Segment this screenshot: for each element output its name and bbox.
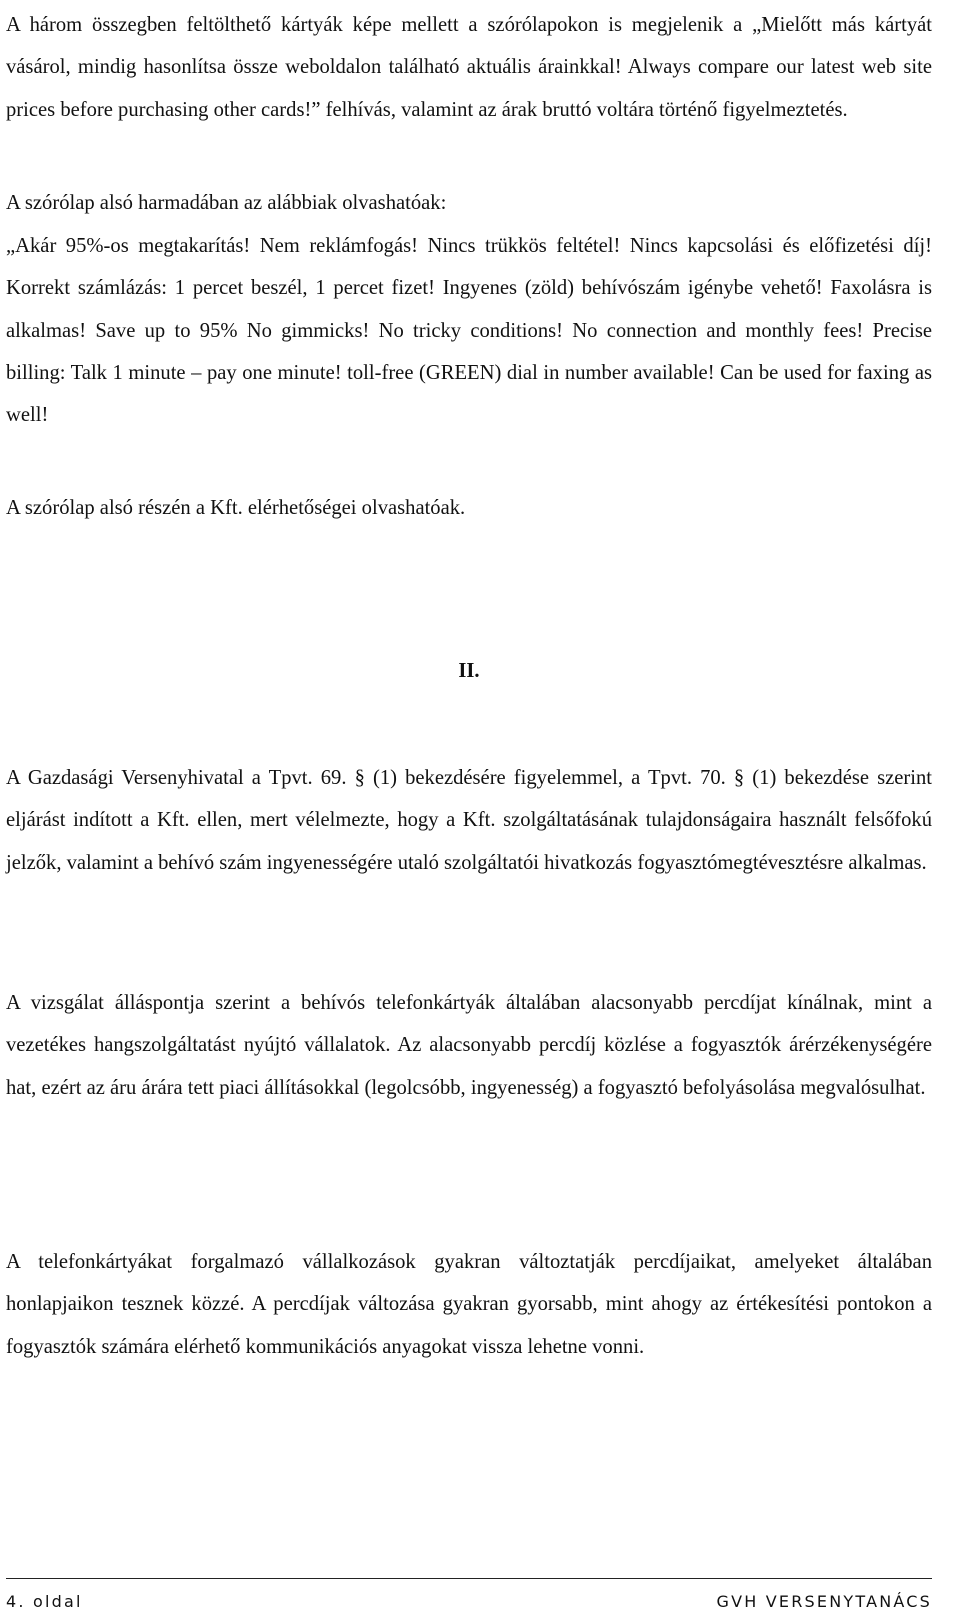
footer-organization: GVH VERSENYTANÁCS — [716, 1592, 932, 1611]
footer-page-number: 4. oldal — [6, 1592, 83, 1611]
paragraph-investigation-position: A vizsgálat álláspontja szerint a behívós telefonkártyák általában alacsonyabb percdíjat kínálnak, mint a vezetékes hangszolgáltatást nyújtó vállalatok. Az alacsonyabb percdíj közlése a fogyasztók árérzékenységére hat, ezért az áru árára tett piaci állításokkal (legolcsóbb, ingyenesség) a fogyasztó befolyásolása megvalósulhat. — [6, 992, 932, 1099]
page-footer — [6, 1592, 932, 1613]
paragraph-flyer-quote: „Akár 95%-os megtakarítás! Nem reklámfogás! Nincs trükkös feltétel! Nincs kapcsolási és előfizetési díj! Korrekt számlázás: 1 percet beszél, 1 percet fizet! Ingyenes (zöld) behívószám igénybe vehető! Faxolásra is alkalmas! Save up to 95% No gimmicks! No tricky conditions! No connection and monthly fees! Precise billing: Talk 1 minute – pay one minute! toll-free (GREEN) dial in number available! Can be used for faxing as well! — [6, 235, 932, 427]
paragraph-rate-changes: A telefonkártyákat forgalmazó vállalkozások gyakran változtatják percdíjaikat, amelyeket általában honlapjaikon tesznek közzé. A percdíjak változása gyakran gyorsabb, mint ahogy az értékesítési pontokon a fogyasztók számára elérhető kommunikációs anyagokat vissza lehetne vonni. — [6, 1251, 932, 1358]
footer-divider — [6, 1578, 932, 1579]
paragraph-card-images: A három összegben feltölthető kártyák képe mellett a szórólapokon is megjelenik a „Mielőtt más kártyát vásárol, mindig hasonlítsa össze weboldalon található aktuális árainkkal! Always compare our latest web site prices before purchasing other cards!” felhívás, valamint az árak bruttó voltára történő figyelmeztetés. — [6, 14, 932, 121]
paragraph-flyer-contacts: A szórólap alsó részén a Kft. elérhetőségei olvashatóak. — [6, 497, 466, 519]
paragraph-flyer-lower-third: A szórólap alsó harmadában az alábbiak olvashatóak: — [6, 192, 447, 214]
paragraph-proceedings: A Gazdasági Versenyhivatal a Tpvt. 69. § (1) bekezdésére figyelemmel, a Tpvt. 70. § (1) bekezdése szerint eljárást indított a Kft. ellen, mert vélelmezte, hogy a Kft. szolgáltatásának tulajdonságaira használt felsőfokú jelzők, valamint a behívó szám ingyenességére utaló szolgáltatói hivatkozás fogyasztómegtévesztésre alkalmas. — [6, 767, 932, 874]
section-heading: II. — [458, 660, 480, 682]
